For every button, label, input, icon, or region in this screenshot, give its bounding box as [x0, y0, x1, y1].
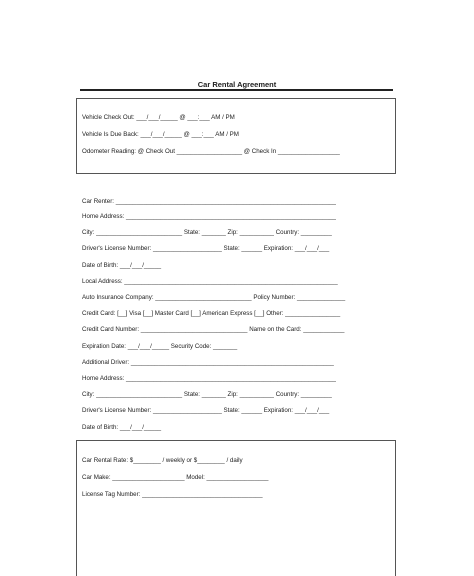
- additional-home-address-field[interactable]: Home Address: _____________________________________________________________: [82, 375, 336, 382]
- date-of-birth-field[interactable]: Date of Birth: ___/___/_____: [82, 262, 162, 269]
- rental-rate-field[interactable]: Car Rental Rate: $________ / weekly or $________ / daily: [82, 457, 243, 464]
- document-title: Car Rental Agreement: [197, 80, 277, 89]
- home-address-field[interactable]: Home Address: _____________________________________________________________: [82, 213, 336, 220]
- local-address-field[interactable]: Local Address: ______________________________________________________________: [82, 278, 338, 285]
- drivers-license-field[interactable]: Driver's License Number: ____________________ State: ______ Expiration: ___/___/___: [82, 245, 330, 252]
- license-tag-field[interactable]: License Tag Number: ___________________________________: [82, 491, 263, 498]
- credit-card-type-field[interactable]: Credit Card: [__] Visa [__] Master Card [__] American Express [__] Other: ________________: [82, 310, 341, 317]
- auto-insurance-field[interactable]: Auto Insurance Company: ____________________________ Policy Number: ______________: [82, 294, 346, 301]
- additional-driver-field[interactable]: Additional Driver: ___________________________________________________________: [82, 359, 334, 366]
- credit-card-number-field[interactable]: Credit Card Number: _______________________________ Name on the Card: ____________: [82, 326, 345, 333]
- car-renter-field[interactable]: Car Renter: ________________________________________________________________: [82, 198, 336, 205]
- expiration-date-field[interactable]: Expiration Date: ___/___/_____ Security Code: _______: [82, 343, 238, 350]
- odometer-reading-field[interactable]: Odometer Reading: @ Check Out ___________________ @ Check In __________________: [82, 148, 340, 155]
- additional-date-of-birth-field[interactable]: Date of Birth: ___/___/_____: [82, 424, 162, 431]
- additional-city-state-zip-field[interactable]: City: _________________________ State: _______ Zip: __________ Country: _________: [82, 391, 332, 398]
- additional-drivers-license-field[interactable]: Driver's License Number: ____________________ State: ______ Expiration: ___/___/___: [82, 407, 330, 414]
- vehicle-due-back-field[interactable]: Vehicle Is Due Back: ___/___/_____ @ ___:___ AM / PM: [82, 131, 239, 138]
- vehicle-checkout-field[interactable]: Vehicle Check Out: ___/___/_____ @ ___:___ AM / PM: [82, 114, 235, 121]
- title-rule: [80, 89, 393, 91]
- car-make-field[interactable]: Car Make: _____________________ Model: __________________: [82, 474, 269, 481]
- city-state-zip-field[interactable]: City: _________________________ State: _______ Zip: __________ Country: _________: [82, 229, 332, 236]
